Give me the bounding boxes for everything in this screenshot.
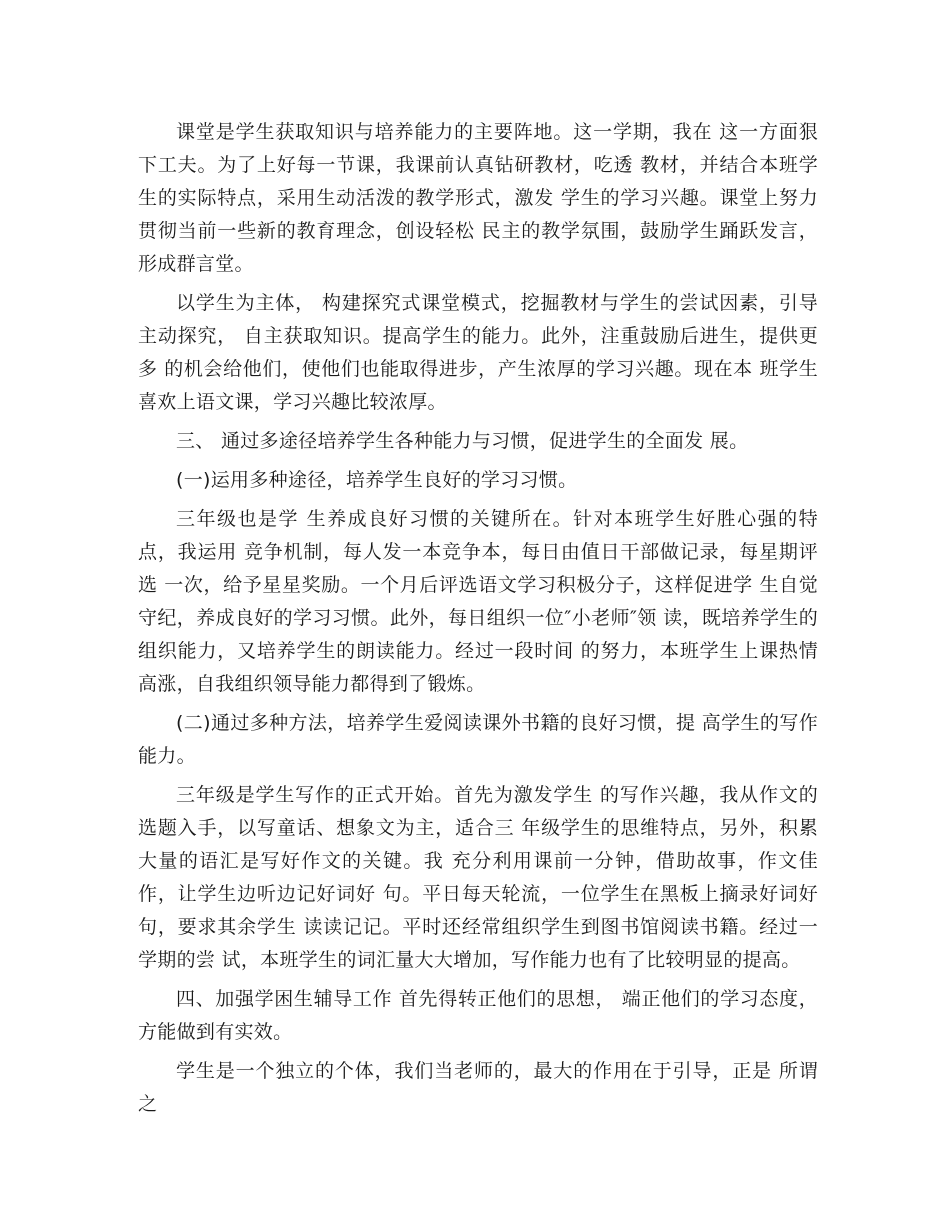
section-heading-four: 四、加强学困生辅导工作 首先得转正他们的思想， 端正他们的学习态度，方能做到有实效。 (138, 988, 818, 1043)
paragraph-classroom: 课堂是学生获取知识与培养能力的主要阵地。这一学期，我在 这一方面狠下工夫。为了上好每一节课，我课前认真钻研教材，吃透 教材，并结合本班学生的实际特点，采用生动活泼的教学形式，激发 学生的学习兴趣。课堂上努力贯彻当前一些新的教育理念，创设轻松 民主的教学氛围，鼓励学生踊跃发言，形成群言堂。 (138, 121, 818, 275)
section-heading-three: 三、 通过多途径培养学生各种能力与习惯，促进学生的全面发 展。 (176, 430, 749, 452)
paragraph-guidance: 学生是一个独立的个体，我们当老师的，最大的作用在于引导，正是 所谓之 (138, 1060, 818, 1115)
paragraph-student-centered: 以学生为主体， 构建探究式课堂模式，挖掘教材与学生的尝试因素，引导主动探究， 自主获取知识。提高学生的能力。此外，注重鼓励后进生，提供更多 的机会给他们，使他们也能取得进步，产生浓厚的学习兴趣。现在本 班学生喜欢上语文课，学习兴趣比较浓厚。 (138, 292, 818, 413)
paragraph-writing: 三年级是学生写作的正式开始。首先为激发学生 的写作兴趣，我从作文的选题入手，以写童话、想象文为主，适合三 年级学生的思维特点，另外，积累大量的语汇是写好作文的关键。我 充分利用课前一分钟，借助故事，作文佳作，让学生边听边记好词好 句。平日每天轮流，一位学生在黑板上摘录好词好句，要求其余学生 读读记记。平时还经常组织学生到图书馆阅读书籍。经过一学期的尝 试，本班学生的词汇量大大增加，写作能力也有了比较明显的提高。 (138, 784, 818, 971)
subheading-two: (二)通过多种方法，培养学生爱阅读课外书籍的良好习惯，提 高学生的写作能力。 (138, 712, 818, 767)
document-body (138, 116, 818, 1127)
subheading-one: (一)运用多种途径，培养学生良好的学习习惯。 (176, 469, 578, 491)
paragraph-habits: 三年级也是学 生养成良好习惯的关键所在。针对本班学生好胜心强的特点，我运用 竞争机制，每人发一本竞争本，每日由值日干部做记录，每星期评选 一次，给予星星奖励。一个月后评选语文学习积极分子，这样促进学 生自觉守纪，养成良好的学习习惯。此外，每日组织一位″小老师″领 读，既培养学生的组织能力，又培养学生的朗读能力。经过一段时间 的努力，本班学生上课热情高涨，自我组织领导能力都得到了锻炼。 (138, 508, 818, 695)
